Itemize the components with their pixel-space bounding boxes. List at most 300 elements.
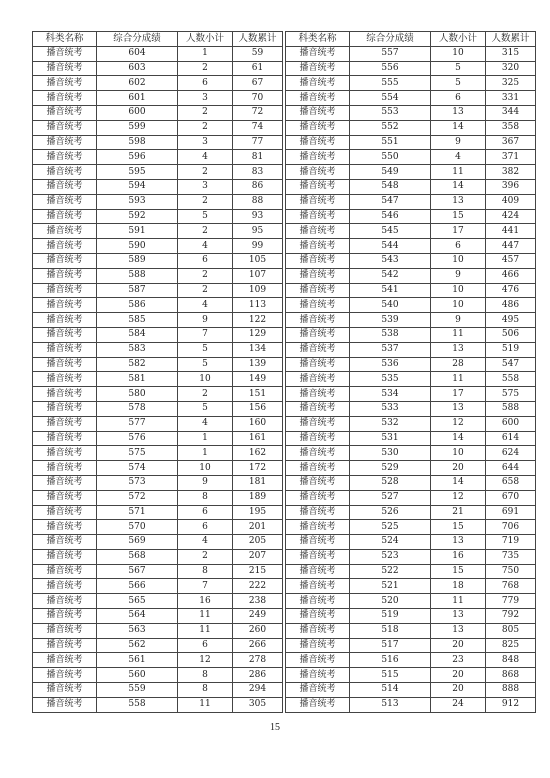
cell-score: 575 [97,446,178,461]
cell-count: 11 [431,327,486,342]
table-row [286,683,536,698]
cell-count: 28 [431,357,486,372]
cell-cumulative: 266 [233,638,283,653]
cell-score: 523 [350,549,431,564]
cell-category: 播音统考 [286,638,350,653]
cell-cumulative: 691 [486,505,536,520]
cell-count: 12 [431,490,486,505]
cell-score: 591 [97,224,178,239]
table-row [286,298,536,313]
cell-cumulative: 792 [486,609,536,624]
cell-category: 播音统考 [33,683,97,698]
cell-score: 565 [97,594,178,609]
cell-score: 585 [97,313,178,328]
cell-count: 23 [431,653,486,668]
cell-cumulative: 74 [233,120,283,135]
cell-score: 573 [97,475,178,490]
cell-category: 播音统考 [33,564,97,579]
cell-cumulative: 86 [233,179,283,194]
cell-category: 播音统考 [286,239,350,254]
cell-score: 589 [97,253,178,268]
cell-count: 8 [178,668,233,683]
cell-cumulative: 195 [233,505,283,520]
cell-cumulative: 506 [486,327,536,342]
cell-score: 569 [97,535,178,550]
table-row [33,209,283,224]
cell-category: 播音统考 [33,372,97,387]
cell-score: 527 [350,490,431,505]
header-cumulative: 人数累计 [233,32,283,47]
cell-category: 播音统考 [33,357,97,372]
cell-score: 566 [97,579,178,594]
table-row [286,372,536,387]
table-row [33,194,283,209]
cell-score: 584 [97,327,178,342]
page-number: 15 [270,722,280,733]
cell-score: 542 [350,268,431,283]
cell-score: 517 [350,638,431,653]
cell-count: 9 [431,135,486,150]
cell-category: 播音统考 [33,416,97,431]
cell-score: 595 [97,165,178,180]
cell-count: 11 [431,594,486,609]
cell-count: 6 [178,253,233,268]
cell-category: 播音统考 [33,253,97,268]
cell-count: 11 [431,165,486,180]
cell-score: 514 [350,683,431,698]
table-row [286,668,536,683]
cell-count: 13 [431,105,486,120]
cell-cumulative: 201 [233,520,283,535]
cell-category: 播音统考 [33,239,97,254]
cell-count: 15 [431,520,486,535]
cell-score: 577 [97,416,178,431]
table-row [286,579,536,594]
cell-score: 545 [350,224,431,239]
cell-count: 4 [178,535,233,550]
cell-category: 播音统考 [33,490,97,505]
cell-score: 552 [350,120,431,135]
cell-cumulative: 215 [233,564,283,579]
cell-cumulative: 88 [233,194,283,209]
cell-count: 9 [431,268,486,283]
cell-cumulative: 768 [486,579,536,594]
cell-count: 9 [431,313,486,328]
cell-category: 播音统考 [286,224,350,239]
cell-category: 播音统考 [286,283,350,298]
table-row [286,165,536,180]
cell-cumulative: 888 [486,683,536,698]
cell-category: 播音统考 [33,609,97,624]
cell-count: 9 [178,475,233,490]
cell-category: 播音统考 [286,105,350,120]
cell-count: 2 [178,105,233,120]
cell-count: 20 [431,683,486,698]
cell-score: 550 [350,150,431,165]
table-row [286,105,536,120]
cell-category: 播音统考 [33,76,97,91]
table-row [286,342,536,357]
cell-cumulative: 344 [486,105,536,120]
cell-category: 播音统考 [286,194,350,209]
table-row [33,150,283,165]
cell-cumulative: 558 [486,372,536,387]
cell-score: 513 [350,697,431,712]
cell-count: 16 [178,594,233,609]
cell-cumulative: 161 [233,431,283,446]
cell-score: 599 [97,120,178,135]
cell-category: 播音统考 [286,135,350,150]
table-row [33,91,283,106]
cell-score: 587 [97,283,178,298]
cell-category: 播音统考 [33,535,97,550]
cell-score: 560 [97,668,178,683]
cell-cumulative: 107 [233,268,283,283]
table-row [286,135,536,150]
cell-cumulative: 162 [233,446,283,461]
cell-count: 21 [431,505,486,520]
cell-cumulative: 735 [486,549,536,564]
cell-category: 播音统考 [286,387,350,402]
cell-score: 521 [350,579,431,594]
cell-category: 播音统考 [33,194,97,209]
cell-score: 571 [97,505,178,520]
cell-score: 564 [97,609,178,624]
cell-cumulative: 122 [233,313,283,328]
cell-category: 播音统考 [286,653,350,668]
cell-cumulative: 260 [233,623,283,638]
cell-count: 9 [178,313,233,328]
cell-score: 522 [350,564,431,579]
cell-count: 10 [431,253,486,268]
table-row [33,105,283,120]
table-row [286,461,536,476]
cell-score: 518 [350,623,431,638]
cell-count: 17 [431,224,486,239]
cell-cumulative: 95 [233,224,283,239]
cell-cumulative: 325 [486,76,536,91]
cell-category: 播音统考 [33,549,97,564]
cell-count: 5 [431,61,486,76]
cell-count: 10 [178,461,233,476]
table-row [286,564,536,579]
cell-cumulative: 868 [486,668,536,683]
table-row [33,638,283,653]
cell-count: 10 [178,372,233,387]
cell-category: 播音统考 [33,579,97,594]
cell-cumulative: 547 [486,357,536,372]
cell-count: 11 [178,623,233,638]
cell-count: 5 [178,357,233,372]
cell-cumulative: 447 [486,239,536,254]
cell-score: 540 [350,298,431,313]
cell-count: 10 [431,283,486,298]
table-row [286,46,536,61]
table-row [286,401,536,416]
cell-cumulative: 151 [233,387,283,402]
table-row [33,579,283,594]
cell-count: 15 [431,209,486,224]
table-body-right [286,46,536,712]
cell-cumulative: 238 [233,594,283,609]
cell-count: 13 [431,535,486,550]
cell-count: 1 [178,46,233,61]
cell-cumulative: 249 [233,609,283,624]
cell-cumulative: 486 [486,298,536,313]
table-row [33,446,283,461]
cell-category: 播音统考 [286,342,350,357]
cell-score: 544 [350,239,431,254]
cell-count: 6 [178,520,233,535]
table-row [33,609,283,624]
cell-category: 播音统考 [286,549,350,564]
table-row [286,638,536,653]
cell-score: 590 [97,239,178,254]
cell-count: 6 [178,505,233,520]
cell-cumulative: 189 [233,490,283,505]
cell-cumulative: 670 [486,490,536,505]
table-row [286,623,536,638]
cell-cumulative: 441 [486,224,536,239]
cell-count: 14 [431,431,486,446]
cell-count: 7 [178,579,233,594]
cell-count: 5 [178,209,233,224]
cell-cumulative: 181 [233,475,283,490]
table-row [286,76,536,91]
cell-count: 2 [178,549,233,564]
score-table-right [285,31,536,713]
cell-count: 20 [431,638,486,653]
cell-count: 4 [178,150,233,165]
cell-score: 581 [97,372,178,387]
header-cumulative: 人数累计 [486,32,536,47]
cell-cumulative: 825 [486,638,536,653]
cell-category: 播音统考 [33,224,97,239]
cell-count: 4 [178,416,233,431]
cell-cumulative: 396 [486,179,536,194]
cell-count: 2 [178,61,233,76]
cell-category: 播音统考 [33,653,97,668]
cell-count: 8 [178,490,233,505]
table-row [33,239,283,254]
cell-score: 553 [350,105,431,120]
cell-category: 播音统考 [286,372,350,387]
cell-cumulative: 93 [233,209,283,224]
table-row [286,209,536,224]
cell-count: 20 [431,461,486,476]
table-row [286,594,536,609]
cell-count: 11 [178,697,233,712]
cell-category: 播音统考 [33,179,97,194]
cell-score: 520 [350,594,431,609]
cell-score: 537 [350,342,431,357]
cell-category: 播音统考 [286,697,350,712]
table-row [286,446,536,461]
cell-cumulative: 805 [486,623,536,638]
cell-category: 播音统考 [33,327,97,342]
cell-count: 2 [178,283,233,298]
table-row [286,357,536,372]
cell-count: 2 [178,165,233,180]
table-row [286,505,536,520]
cell-cumulative: 495 [486,313,536,328]
cell-category: 播音统考 [33,387,97,402]
table-row [33,298,283,313]
cell-count: 2 [178,387,233,402]
cell-category: 播音统考 [33,401,97,416]
cell-cumulative: 59 [233,46,283,61]
cell-count: 10 [431,446,486,461]
table-row [33,120,283,135]
cell-count: 1 [178,431,233,446]
cell-category: 播音统考 [286,446,350,461]
cell-category: 播音统考 [286,298,350,313]
cell-count: 5 [178,401,233,416]
table-header-row [286,32,536,47]
table-row [33,505,283,520]
cell-cumulative: 331 [486,91,536,106]
cell-cumulative: 129 [233,327,283,342]
cell-category: 播音统考 [286,120,350,135]
cell-count: 15 [431,564,486,579]
table-row [286,239,536,254]
cell-score: 558 [97,697,178,712]
header-count: 人数小计 [178,32,233,47]
cell-cumulative: 134 [233,342,283,357]
cell-category: 播音统考 [33,623,97,638]
cell-category: 播音统考 [286,76,350,91]
table-row [286,475,536,490]
cell-count: 7 [178,327,233,342]
table-row [33,535,283,550]
cell-category: 播音统考 [33,91,97,106]
cell-cumulative: 424 [486,209,536,224]
table-row [286,490,536,505]
table-row [33,401,283,416]
cell-category: 播音统考 [286,46,350,61]
cell-score: 519 [350,609,431,624]
cell-category: 播音统考 [33,461,97,476]
cell-score: 515 [350,668,431,683]
cell-category: 播音统考 [286,91,350,106]
cell-score: 531 [350,431,431,446]
cell-category: 播音统考 [286,535,350,550]
cell-category: 播音统考 [33,638,97,653]
table-row [33,387,283,402]
cell-score: 572 [97,490,178,505]
cell-count: 4 [178,298,233,313]
cell-category: 播音统考 [286,268,350,283]
cell-score: 578 [97,401,178,416]
table-row [33,76,283,91]
table-row [286,313,536,328]
cell-category: 播音统考 [286,327,350,342]
header-score: 综合分成绩 [97,32,178,47]
cell-cumulative: 588 [486,401,536,416]
table-row [33,283,283,298]
cell-score: 526 [350,505,431,520]
cell-count: 4 [431,150,486,165]
cell-score: 574 [97,461,178,476]
cell-score: 596 [97,150,178,165]
cell-count: 20 [431,668,486,683]
cell-count: 12 [178,653,233,668]
table-row [286,283,536,298]
cell-cumulative: 99 [233,239,283,254]
cell-category: 播音统考 [286,61,350,76]
cell-score: 588 [97,268,178,283]
cell-cumulative: 719 [486,535,536,550]
cell-score: 592 [97,209,178,224]
cell-category: 播音统考 [286,579,350,594]
cell-category: 播音统考 [33,61,97,76]
cell-cumulative: 81 [233,150,283,165]
table-row [286,327,536,342]
cell-category: 播音统考 [286,594,350,609]
table-body-left [33,46,283,712]
table-row [286,268,536,283]
cell-score: 557 [350,46,431,61]
cell-score: 548 [350,179,431,194]
cell-count: 13 [431,401,486,416]
cell-count: 11 [178,609,233,624]
cell-score: 535 [350,372,431,387]
cell-score: 529 [350,461,431,476]
cell-cumulative: 848 [486,653,536,668]
cell-cumulative: 644 [486,461,536,476]
cell-category: 播音统考 [286,461,350,476]
cell-category: 播音统考 [286,475,350,490]
cell-cumulative: 658 [486,475,536,490]
cell-cumulative: 294 [233,683,283,698]
cell-cumulative: 779 [486,594,536,609]
cell-score: 547 [350,194,431,209]
table-row [33,594,283,609]
cell-cumulative: 382 [486,165,536,180]
cell-category: 播音统考 [33,268,97,283]
cell-count: 6 [431,239,486,254]
cell-score: 524 [350,535,431,550]
table-row [286,179,536,194]
cell-category: 播音统考 [33,165,97,180]
cell-count: 6 [178,76,233,91]
cell-cumulative: 624 [486,446,536,461]
cell-score: 593 [97,194,178,209]
cell-cumulative: 371 [486,150,536,165]
table-row [33,653,283,668]
cell-category: 播音统考 [33,283,97,298]
cell-cumulative: 358 [486,120,536,135]
table-row [286,61,536,76]
cell-category: 播音统考 [33,298,97,313]
cell-category: 播音统考 [286,150,350,165]
cell-count: 11 [431,372,486,387]
cell-category: 播音统考 [33,505,97,520]
cell-score: 533 [350,401,431,416]
cell-category: 播音统考 [33,135,97,150]
cell-count: 4 [178,239,233,254]
cell-score: 539 [350,313,431,328]
table-row [33,342,283,357]
cell-score: 551 [350,135,431,150]
cell-category: 播音统考 [286,683,350,698]
cell-cumulative: 109 [233,283,283,298]
cell-category: 播音统考 [286,209,350,224]
cell-score: 541 [350,283,431,298]
cell-score: 549 [350,165,431,180]
cell-count: 5 [431,76,486,91]
cell-count: 12 [431,416,486,431]
